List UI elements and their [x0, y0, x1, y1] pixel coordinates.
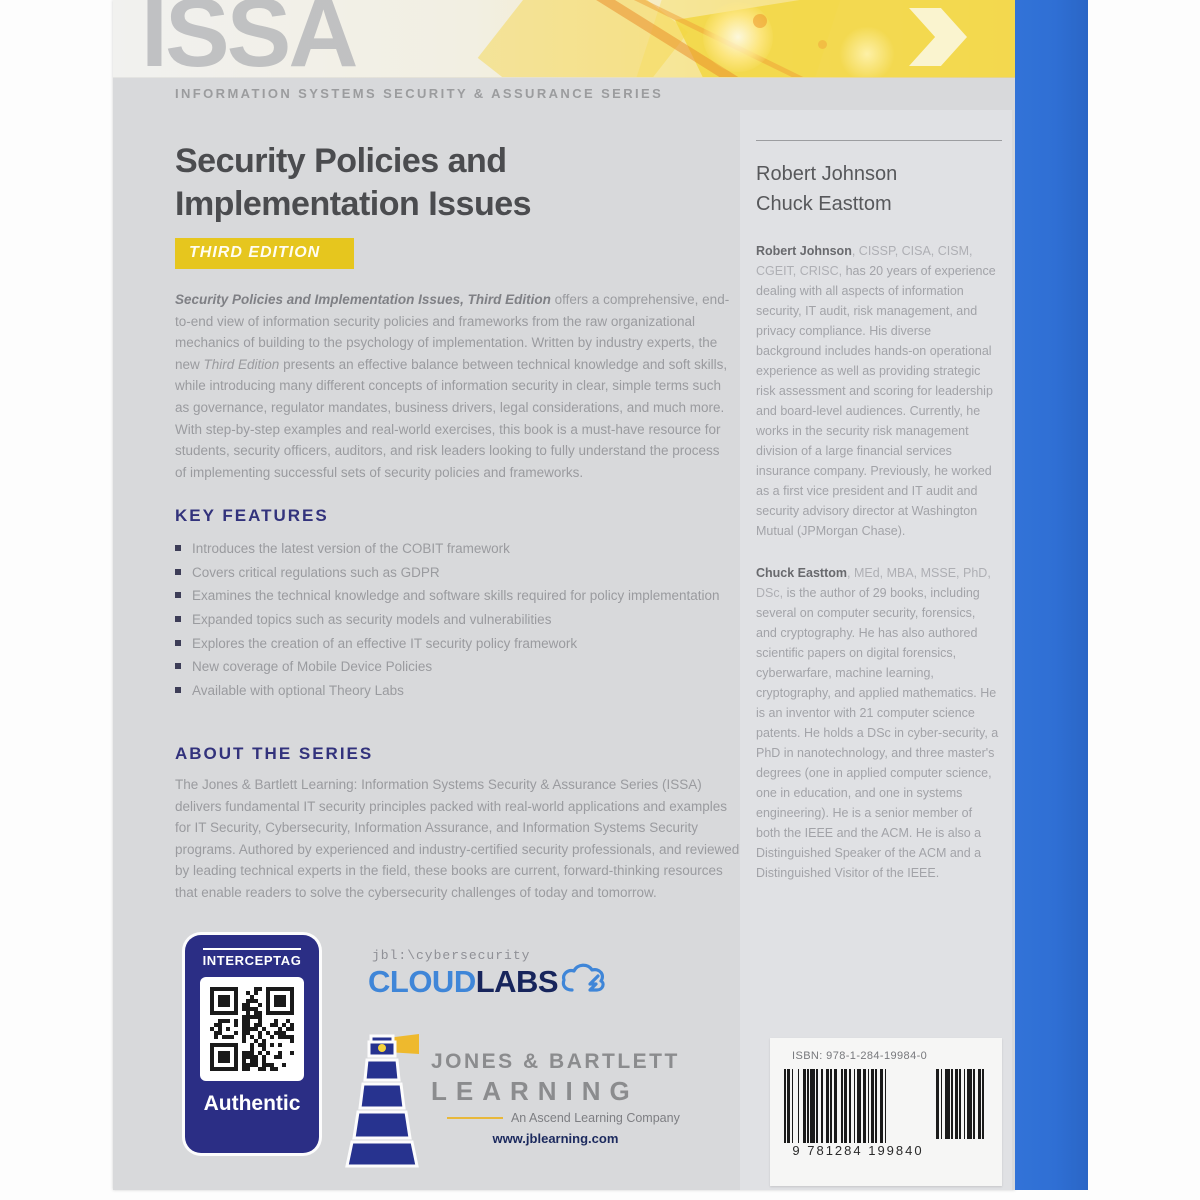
book-spine	[1015, 0, 1088, 1190]
about-series-section	[175, 744, 741, 904]
list-item	[175, 610, 741, 631]
series-banner	[113, 0, 1015, 78]
divider-rule	[756, 140, 1002, 141]
book-title	[175, 140, 531, 226]
publisher-name-line1: JONES & BARTLETT	[431, 1050, 680, 1073]
list-item	[175, 563, 741, 584]
publisher-logo	[345, 1032, 680, 1170]
bio-credentials: , MEd, MBA, MSSE, PhD, DSc,	[756, 566, 991, 600]
book-title-line2: Implementation Issues	[175, 185, 532, 224]
bio-text: has 20 years of experience dealing with all aspects of information security, IT audit, risk management, and privacy compliance. His diverse background includes hands-on operational experience as well as providing strategic risk assessment and scoring for leadership and board-level audiences. Currently, he works in the security risk management division of a large financial services insurance company. Previously, he worked as a first vice president and IT audit and security advisory director at Washington Mutual (JPMorgan Chase).	[756, 264, 996, 538]
bullet-square-icon	[175, 640, 181, 646]
bullet-square-icon	[175, 569, 181, 575]
author-bio-johnson	[756, 241, 999, 541]
cloudlabs-logo	[368, 948, 606, 1000]
issa-logo: ISSA	[141, 0, 356, 78]
list-item	[175, 586, 741, 607]
author-name: Robert Johnson	[756, 163, 898, 185]
authentic-label: Authentic	[203, 1092, 301, 1115]
key-features-heading: KEY FEATURES	[175, 506, 329, 525]
banner-glow	[703, 2, 773, 72]
list-item	[175, 539, 741, 560]
list-item	[175, 657, 741, 678]
banner-dot	[753, 14, 767, 28]
intro-em: Third Edition	[203, 356, 280, 372]
bullet-square-icon	[175, 545, 181, 551]
cloudlabs-path-text: jbl:\cybersecurity	[372, 948, 531, 963]
publisher-name-line2: LEARNING	[431, 1076, 639, 1106]
interceptag-badge	[185, 935, 319, 1153]
bullet-square-icon	[175, 592, 181, 598]
about-series-heading: ABOUT THE SERIES	[175, 744, 374, 763]
author-bio-easttom	[756, 563, 999, 883]
author-name: Chuck Easttom	[756, 193, 892, 215]
bullet-square-icon	[175, 616, 181, 622]
list-item-text: Introduces the latest version of the COBIT framework	[192, 541, 510, 556]
interceptag-brand: INTERCEPTAG	[203, 948, 302, 968]
series-name: INFORMATION SYSTEMS SECURITY & ASSURANCE SERIES	[175, 86, 664, 101]
qr-code-icon	[210, 987, 294, 1071]
barcode-addon-icon	[936, 1069, 986, 1139]
intro-lead: Security Policies and Implementation Issues, Third Edition	[175, 292, 551, 307]
barcode-main-icon	[784, 1069, 886, 1147]
bio-text: is the author of 29 books, including several on computer security, forensics, and cryptography. He has also authored scientific papers on digital forensics, cyberwarfare, machine learning, cryptography, and applied mathematics. He is an inventor with 21 computer science patents. He holds a DSc in cyber-security, a PhD in nanotechnology, and three master's degrees (one in applied computer science, one in education, and one in systems engineering). He is a senior member of both the IEEE and the ACM. He is also a Distinguished Speaker of the ACM and a Distinguished Visitor of the IEEE.	[756, 586, 999, 880]
isbn-label	[770, 1038, 1002, 1186]
banner-glow	[839, 26, 895, 78]
author-names	[756, 159, 998, 219]
book-cover	[113, 0, 1015, 1190]
isbn-number: ISBN: 978-1-284-19984-0	[792, 1050, 928, 1062]
key-features-section	[175, 506, 741, 704]
bullet-square-icon	[175, 663, 181, 669]
publisher-tagline-row	[431, 1111, 680, 1125]
list-item	[175, 634, 741, 655]
list-item-text: Expanded topics such as security models and vulnerabilities	[192, 611, 552, 627]
list-item-text: Examines the technical knowledge and software skills required for policy implementation	[192, 588, 720, 604]
list-item-text: Available with optional Theory Labs	[192, 682, 404, 698]
intro-body1: offers a comprehensive, end-to-end view of information security policies and frameworks from the raw organizational mechanics of building to the psychology of implementation. Written by industry experts, the new	[175, 292, 730, 372]
bio-credentials: , CISSP, CISA, CISM, CGEIT, CRISC,	[756, 244, 973, 278]
publisher-url: www.jblearning.com	[492, 1131, 619, 1146]
cloudlabs-labs-text: LABS	[475, 964, 559, 999]
tagline-rule	[447, 1117, 503, 1119]
intro-paragraph	[175, 289, 731, 483]
barcode	[784, 1069, 1002, 1165]
key-features-list	[175, 539, 741, 701]
cloudlabs-cloud-text: CLOUD	[368, 964, 476, 999]
list-item-text: New coverage of Mobile Device Policies	[192, 659, 433, 675]
lighthouse-icon	[345, 1032, 421, 1170]
cloud-icon	[560, 962, 606, 996]
author-panel	[740, 110, 1012, 1190]
list-item-text: Explores the creation of an effective IT security policy framework	[192, 635, 578, 651]
book-title-line1: Security Policies and	[175, 142, 507, 180]
list-item	[175, 681, 741, 702]
cloudlabs-wordmark	[368, 964, 606, 1000]
banner-dot	[818, 40, 827, 49]
bio-name: Robert Johnson	[756, 244, 852, 258]
barcode-digits: 9 781284 199840	[784, 1143, 932, 1158]
bullet-square-icon	[175, 687, 181, 693]
list-item-text: Covers critical regulations such as GDPR	[192, 564, 440, 580]
intro-body2: presents an effective balance between technical knowledge and soft skills, while introducing many different concepts of information security in clear, simple terms such as governance, regulator mandates, business drivers, legal considerations, and much more. With step-by-step examples and real-world exercises, this book is a must-have resource for students, security officers, auditors, and risk leaders looking to fully understand the process of implementing successful sets of security policies and frameworks.	[175, 356, 728, 480]
edition-badge: THIRD EDITION	[175, 238, 354, 269]
about-series-body: The Jones & Bartlett Learning: Information Systems Security & Assurance Series (ISSA) delivers fundamental IT security principles packed with real-world applications and examples for IT Security, Cybersecurity, Information Assurance, and Information Systems Security programs. Authored by experienced and industry-certified security professionals, and reviewed by leading technical experts in the field, these books are current, forward-thinking resources that enable readers to solve the cybersecurity challenges of today and tomorrow.	[175, 777, 740, 900]
publisher-tagline: An Ascend Learning Company	[510, 1111, 680, 1125]
publisher-text	[431, 1050, 680, 1146]
qr-code-box	[200, 977, 304, 1081]
bio-name: Chuck Easttom	[756, 566, 847, 580]
